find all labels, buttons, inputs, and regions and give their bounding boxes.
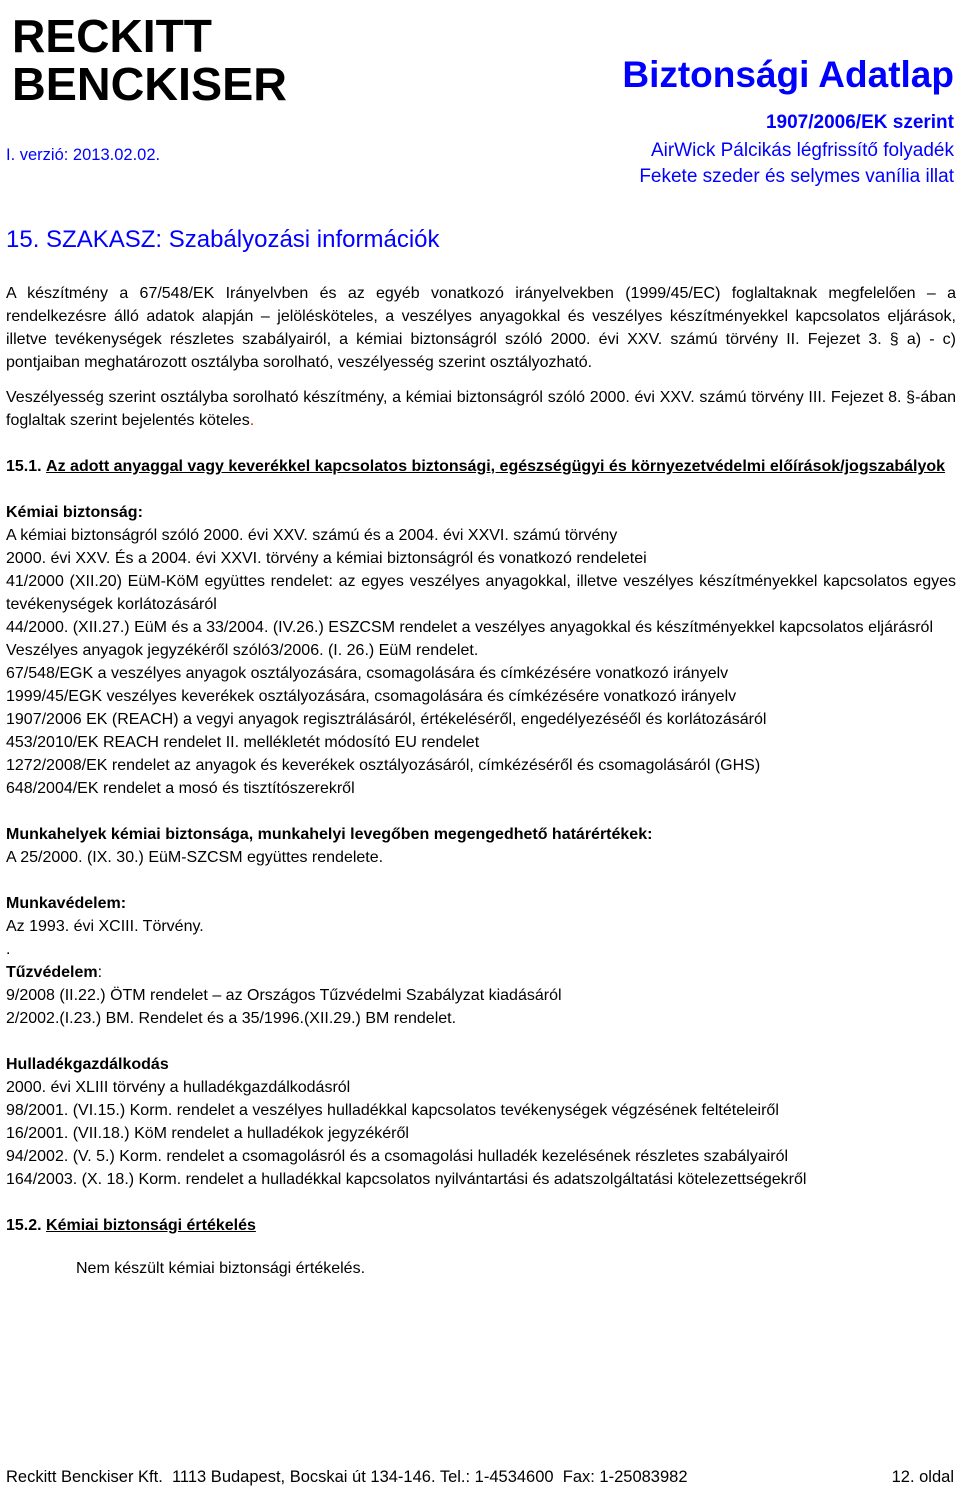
reckitt-benckiser-logo-icon xyxy=(10,10,290,105)
labour-heading: Munkavédelem: xyxy=(6,895,127,912)
chemical-safety-line: A kémiai biztonságról szóló 2000. évi XXV. számú és a 2004. évi XXVI. számú törvény xyxy=(6,527,618,544)
waste-line: 94/2002. (V. 5.) Korm. rendelet a csomagolásról és a csomagolási hulladék kezelésének részletes szabályairól xyxy=(6,1148,789,1165)
chemical-safety-line: 1907/2006 EK (REACH) a vegyi anyagok regisztrálásáról, értékeléséről, engedélyezéséől és korlátozásáról xyxy=(6,711,767,728)
chemical-safety-line: 648/2004/EK rendelet a mosó és tisztítószerekről xyxy=(6,780,355,797)
chemical-safety-line: 2000. évi XXV. És a 2004. évi XXVI. törvény a kémiai biztonságról és vonatkozó rendeletei xyxy=(6,550,647,567)
chemical-safety-line: Veszélyes anyagok jegyzékéről szóló3/2006. (I. 26.) EüM rendelet. xyxy=(6,642,479,659)
product-name-line-2: Fekete szeder és selymes vanília illat xyxy=(639,166,954,187)
logo-line-2: BENCKISER xyxy=(12,58,287,105)
subsection-15-1-number: 15.1. xyxy=(6,458,42,475)
labour-dot: . xyxy=(6,941,11,958)
fire-heading-colon: : xyxy=(97,964,103,981)
workplace-text: A 25/2000. (IX. 30.) EüM-SZCSM együttes rendelete. xyxy=(6,849,384,866)
logo-line-1: RECKITT xyxy=(12,10,212,62)
classification-text: Veszélyesség szerint osztályba sorolható készítmény, a kémiai biztonságról szóló 2000. évi XXV. számú törvény III. Fejezet 8. §-ában foglaltak szerint bejelentés köteles xyxy=(6,389,956,429)
subsection-15-2-title: Kémiai biztonsági értékelés xyxy=(46,1217,256,1234)
document-version: I. verzió: 2013.02.02. xyxy=(6,146,161,164)
subsection-15-2-number: 15.2. xyxy=(6,1217,42,1234)
footer-company-info: Reckitt Benckiser Kft. 1113 Budapest, Bocskai út 134-146. Tel.: 1-4534600 Fax: 1-25083982 xyxy=(6,1468,688,1486)
waste-heading: Hulladékgazdálkodás xyxy=(6,1056,169,1073)
chemical-safety-line: 44/2000. (XII.27.) EüM és a 33/2004. (IV.26.) ESZCSM rendelet a veszélyes anyagokkal és készítményekkel kapcsolatos eljárásról xyxy=(6,619,933,636)
footer-page-number: 12. oldal xyxy=(891,1468,954,1486)
company-logo xyxy=(10,10,290,105)
page-footer xyxy=(6,1468,954,1487)
product-name-line-1: AirWick Pálcikás légfrissítő folyadék xyxy=(650,140,954,161)
fire-heading-text: Tűzvédelem xyxy=(6,964,98,981)
chemical-safety-line: 67/548/EGK a veszélyes anyagok osztályozására, csomagolására és címkézésére vonatkozó irányelv xyxy=(6,665,729,682)
section-content xyxy=(6,282,956,1280)
regulation-reference: 1907/2006/EK szerint xyxy=(765,112,954,133)
intro-paragraph: A készítmény a 67/548/EK Irányelvben és az egyéb vonatkozó irányelvekben (1999/45/EC) foglaltaknak megfelelően – a rendelkezésre álló adatok alapján – jelölésköteles, a veszélyes anyagokkal és veszélyes készítményekkel kapcsolatos eljárások, illetve tevékenységek részletes szabályairól, a kémiai biztonságról szóló 2000. évi XXV. számú törvény II. Fejezet 3. § a) - c) pontjaiban meghatározott osztályba sorolható, veszélyesség szerint osztályozható. xyxy=(6,285,956,371)
chemical-safety-line: 453/2010/EK REACH rendelet II. mellékletét módosító EU rendelet xyxy=(6,734,480,751)
waste-line: 98/2001. (VI.15.) Korm. rendelet a veszélyes hulladékkal kapcsolatos tevékenységek végzésének feltételeiről xyxy=(6,1102,779,1119)
fire-line: 2/2002.(I.23.) BM. Rendelet és a 35/1996.(XII.29.) BM rendelet. xyxy=(6,1010,457,1027)
document-title: Biztonsági Adatlap xyxy=(622,54,954,95)
subsection-15-1-heading xyxy=(6,455,956,478)
waste-line: 164/2003. (X. 18.) Korm. rendelet a hulladékkal kapcsolatos nyilvántartási és adatszolgáltatási kötelezettségekről xyxy=(6,1171,807,1188)
chemical-safety-line: 1272/2008/EK rendelet az anyagok és keverékek osztályozásáról, címkézéséről és csomagolásáról (GHS) xyxy=(6,757,761,774)
subsection-15-1-title: Az adott anyaggal vagy keverékkel kapcsolatos biztonsági, egészségügyi és környezetvédelmi előírások/jogszabályok xyxy=(46,458,946,475)
waste-line: 2000. évi XLIII törvény a hulladékgazdálkodásról xyxy=(6,1079,351,1096)
workplace-heading: Munkahelyek kémiai biztonsága, munkahelyi levegőben megengedhető határértékek: xyxy=(6,826,653,843)
classification-paragraph xyxy=(6,386,956,432)
labour-text: Az 1993. évi XCIII. Törvény. xyxy=(6,918,204,935)
chemical-safety-line: 1999/45/EGK veszélyes keverékek osztályozására, csomagolására és címkézésére vonatkozó irányelv xyxy=(6,688,737,705)
classification-dot: . xyxy=(249,412,255,429)
waste-line: 16/2001. (VII.18.) KöM rendelet a hulladékok jegyzékéről xyxy=(6,1125,409,1142)
header-right-block xyxy=(622,50,954,190)
chemical-safety-heading: Kémiai biztonság: xyxy=(6,504,143,521)
subsection-15-2-heading xyxy=(6,1214,956,1237)
fire-line: 9/2008 (II.22.) ÖTM rendelet – az Országos Tűzvédelmi Szabályzat kiadásáról xyxy=(6,987,562,1004)
subsection-15-2-text: Nem készült kémiai biztonsági értékelés. xyxy=(76,1260,366,1277)
chemical-safety-line: 41/2000 (XII.20) EüM-KöM együttes rendelet: az egyes veszélyes anyagokkal, illetve veszélyes készítményekkel kapcsolatos egyes tevékenységek korlátozásáról xyxy=(6,573,956,613)
section-title: 15. SZAKASZ: Szabályozási információk xyxy=(6,226,440,253)
fire-heading xyxy=(6,961,956,984)
